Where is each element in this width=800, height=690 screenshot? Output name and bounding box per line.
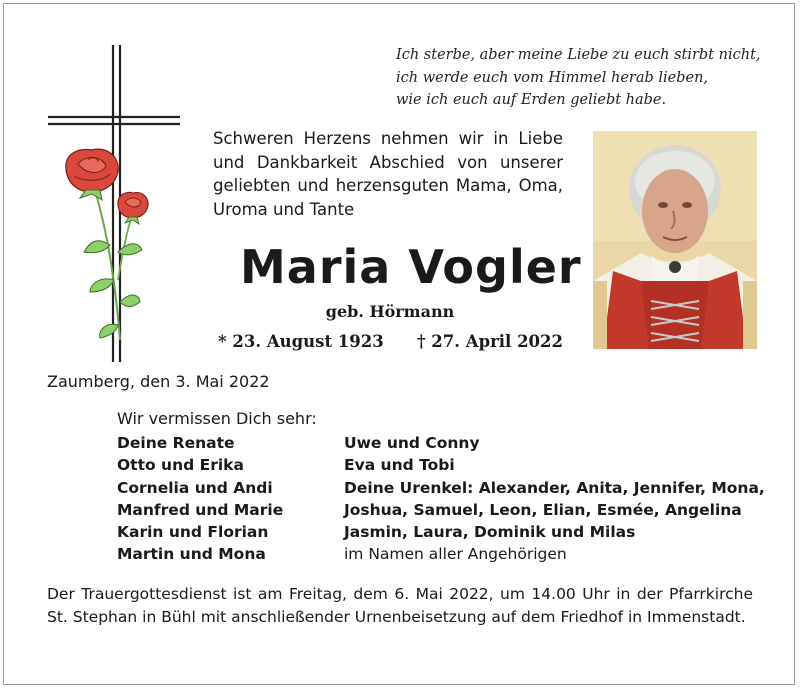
birth-date: * 23. August 1923 [218,332,384,351]
funeral-service-info: Der Trauergottesdienst ist am Freitag, dem 6. Mai 2022, um 14.00 Uhr in der Pfarrkirche St. Stephan in Bühl mit anschließender Urnenbeisetzung auf dem Friedhof in Immenstadt. [47,585,753,626]
quote-line: wie ich euch auf Erden geliebt habe. [396,92,667,108]
mourner-left: Karin und Florian [117,523,269,542]
memorial-quote [396,44,786,112]
place-and-date: Zaumberg, den 3. Mai 2022 [47,372,270,391]
quote-line: Ich sterbe, aber meine Liebe zu euch stirbt nicht, [396,47,761,63]
mourner-right: Uwe und Conny [344,434,480,452]
death-date: † 27. April 2022 [416,332,563,351]
mourner-left: Cornelia und Andi [117,478,273,497]
mourner-left: Otto und Erika [117,456,244,475]
quote-line: ich werde euch vom Himmel herab lieben, [396,69,709,86]
mourner-left: Deine Renate [117,434,235,452]
mourner-left: Martin und Mona [117,545,266,564]
maiden-name: geb. Hörmann [325,302,455,321]
mourner-right: im Namen aller Angehörigen [344,545,567,564]
mourner-right: Jasmin, Laura, Dominik und Milas [344,523,636,542]
mourners-list [117,432,777,566]
farewell-intro: Schweren Herzens nehmen wir in Liebe und Dankbarkeit Abschied von unserer geliebten und herzensguten Mama, Oma, Uroma und Tante [213,129,563,219]
mourner-right: Deine Urenkel: Alexander, Anita, Jennifer, Mona, [344,478,765,497]
mourner-left: Manfred und Marie [117,500,284,519]
deceased-name: Maria Vogler [240,240,582,294]
cross-with-roses-icon [40,40,190,370]
mourner-right: Joshua, Samuel, Leon, Elian, Esmée, Angelina [344,500,742,519]
life-dates [218,332,563,351]
mourners-heading: Wir vermissen Dich sehr: [117,409,317,428]
mourner-right: Eva und Tobi [344,456,455,475]
portrait-photo [593,131,757,349]
